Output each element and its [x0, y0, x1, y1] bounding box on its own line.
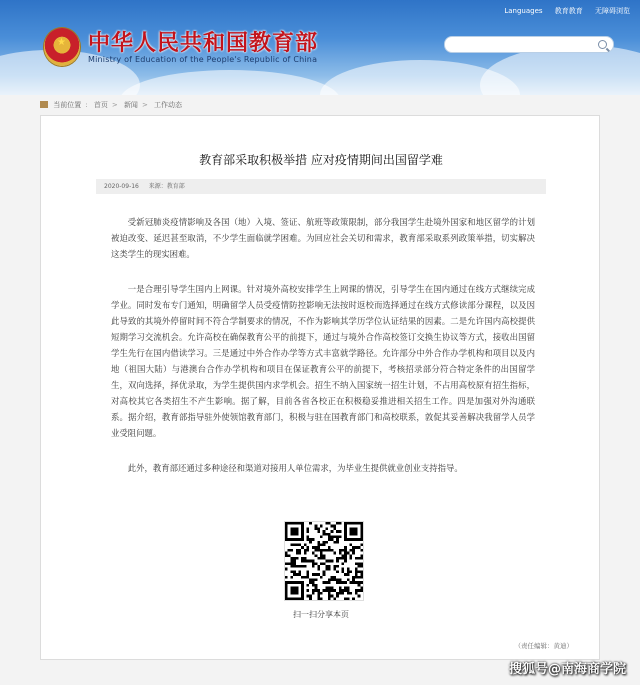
site-subtitle: Ministry of Education of the People's Republic of China — [88, 55, 318, 64]
qr-caption: 扫一扫分享本页 — [293, 610, 349, 619]
accessibility-link[interactable]: 无障碍浏览 — [595, 7, 630, 15]
search-icon[interactable] — [598, 40, 607, 49]
national-emblem-icon: ★ — [44, 28, 80, 66]
watermark: 搜狐号@南海商学院 — [508, 662, 626, 677]
edu-link[interactable]: 教育教育 — [554, 7, 583, 15]
qr-code-icon[interactable] — [284, 521, 364, 601]
top-links — [494, 6, 630, 16]
paragraph: 此外，教育部还通过多种途径和渠道对接用人单位需求，为毕业生提供就业创业支持指导。 — [127, 463, 463, 473]
responsible-editor: （责任编辑：黄迪） — [514, 642, 573, 650]
site-header — [0, 0, 640, 95]
paragraph: 受新冠肺炎疫情影响及各国（地）入境、签证、航班等政策限制，部分我国学生赴境外国家和地区留学的计划被迫改变、延迟甚至取消，不少学生面临就学困难。为回应社会关切和需求，教育部采取系列政策举措，切实解决这类学生的现实困难。 — [111, 217, 535, 259]
search-input[interactable] — [444, 36, 614, 53]
languages-link[interactable]: Languages — [504, 7, 543, 15]
article-meta — [96, 179, 546, 194]
breadcrumb-prefix: 当前位置 — [53, 101, 82, 109]
article-title: 教育部采取积极举措 应对疫情期间出国留学难 — [199, 153, 443, 167]
article-date: 2020-09-16 — [104, 183, 139, 190]
breadcrumb-home[interactable]: 首页 — [93, 101, 108, 109]
site-title[interactable]: 中华人民共和国教育部 — [88, 30, 319, 56]
article-body — [111, 214, 535, 495]
location-icon — [40, 101, 48, 108]
paragraph: 一是合理引导学生国内上网课。针对境外高校安排学生上网课的情况，引导学生在国内通过在线方式继续完成学业。同时发布专门通知，明确留学人员受疫情防控影响无法按时返校而选择通过在线方式修读部分课程，以及因此导致的其境外停留时间不符合学制要求的情况，不作为影响其学历学位认证结果的因素。二是允许国内高校提供短期学习交流机会。允许高校在确保教育公平的前提下，通过与境外合作高校签订交换生协议等方式，接收出国留学生先行在国内借读学习。三是通过中外合作办学等方式丰富就学路径。允许部分中外合作办学机构和项目以及内地（祖国大陆）与港澳台合作办学机构和项目在保证教育公平的前提下，考核招录部分符合特定条件的出国留学生，双向选择，择优录取，为学生提供国内求学机会。招生不纳入国家统一招生计划，不占用高校原有招生指标，对高校其它各类招生不产生影响。据了解，目前各省各校正在积极稳妥推进相关招生工作。四是加强对外沟通联系。据介绍，教育部指导驻外使领馆教育部门，积极与驻在国教育部门和高校联系，敦促其妥善解决我留学人员学业受阻问题。 — [111, 284, 535, 438]
article-source: 来源：教育部 — [148, 183, 185, 190]
breadcrumb-work[interactable]: 工作动态 — [154, 101, 183, 109]
breadcrumb: 当前位置 : 首页 > 新闻 > 工作动态 — [40, 100, 182, 110]
article-card — [40, 115, 600, 660]
breadcrumb-news[interactable]: 新闻 — [123, 101, 138, 109]
